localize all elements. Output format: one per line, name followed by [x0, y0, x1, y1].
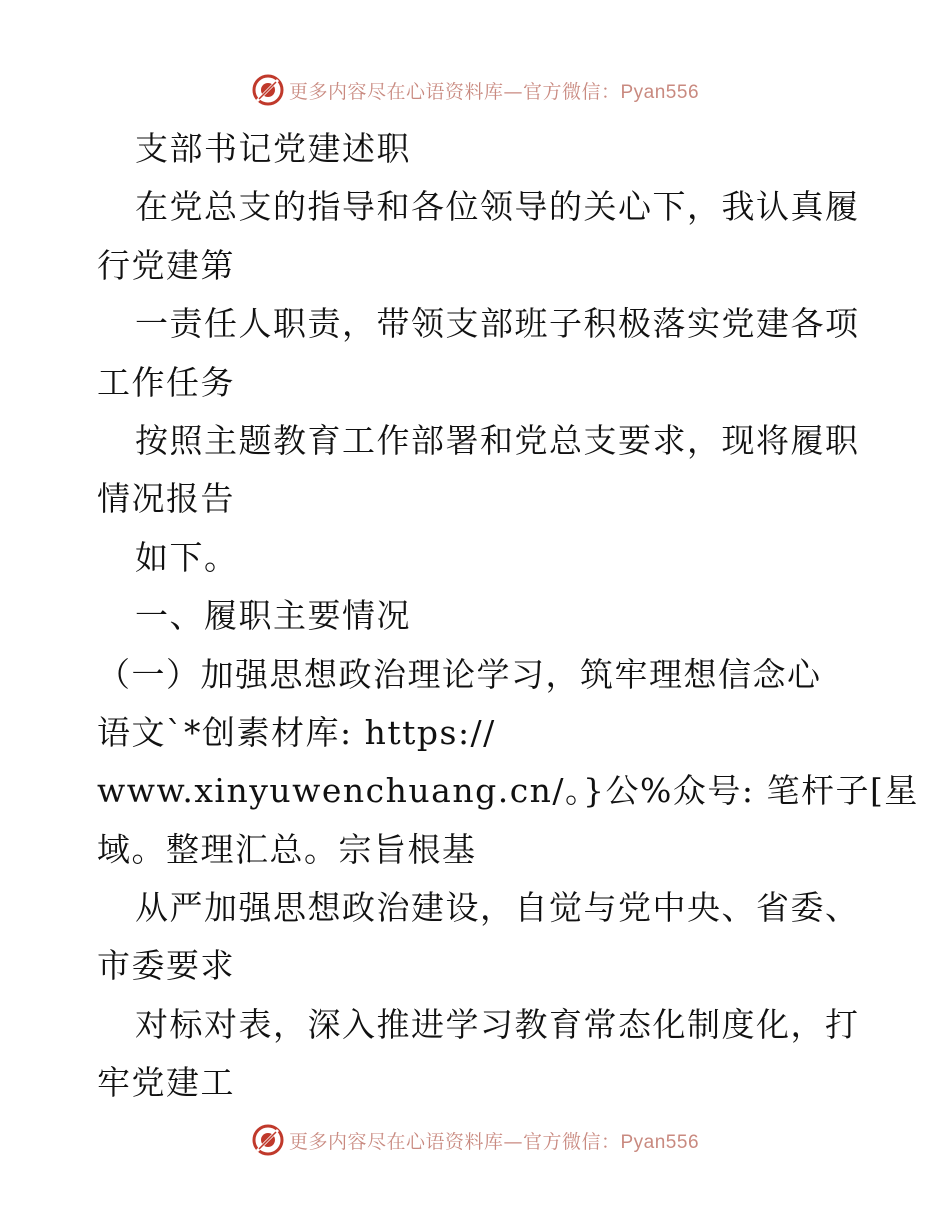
logo-icon [251, 1123, 285, 1157]
paragraph-line: 工作任务 [97, 362, 235, 402]
paragraph-line: 域。整理汇总。宗旨根基 [97, 829, 477, 869]
paragraph-line: 如下。 [135, 537, 239, 577]
paragraph-line: 对标对表，深入推进学习教育常态化制度化，打 [135, 1004, 860, 1044]
footer-watermark [0, 1120, 950, 1160]
paragraph-line: 从严加强思想政治建设，自觉与党中央、省委、 [135, 888, 860, 928]
paragraph-line: 在党总支的指导和各位领导的关心下，我认真履 [135, 187, 860, 227]
paragraph-line: 市委要求 [97, 946, 235, 986]
paragraph-line: www.xinyuwenchuang.cn/。}公%众号: 笔杆子[星 [97, 771, 919, 811]
watermark-text: 更多内容尽在心语资料库—官方微信：Pyan556 [288, 80, 700, 103]
paragraph-line: 行党建第 [97, 245, 235, 285]
paragraph-line: 牢党建工 [97, 1063, 235, 1103]
paragraph-line: 语文`*创素材库: https:// [97, 712, 496, 752]
watermark-wechat-id: Pyan556 [620, 1131, 700, 1153]
paragraph-line: 按照主题教育工作部署和党总支要求，现将履职 [135, 420, 860, 460]
watermark-wechat-id: Pyan556 [620, 81, 700, 103]
watermark-text: 更多内容尽在心语资料库—官方微信：Pyan556 [288, 1130, 700, 1153]
subsection-heading: （一）加强思想政治理论学习，筑牢理想信念心 [97, 654, 822, 694]
paragraph-line: 一责任人职责，带领支部班子积极落实党建各项 [135, 304, 860, 344]
section-heading: 一、履职主要情况 [135, 596, 411, 636]
document-title: 支部书记党建述职 [135, 129, 411, 168]
header-watermark [0, 70, 950, 110]
paragraph-line: 情况报告 [97, 479, 235, 519]
logo-icon [251, 73, 285, 107]
document-body [97, 120, 919, 1113]
